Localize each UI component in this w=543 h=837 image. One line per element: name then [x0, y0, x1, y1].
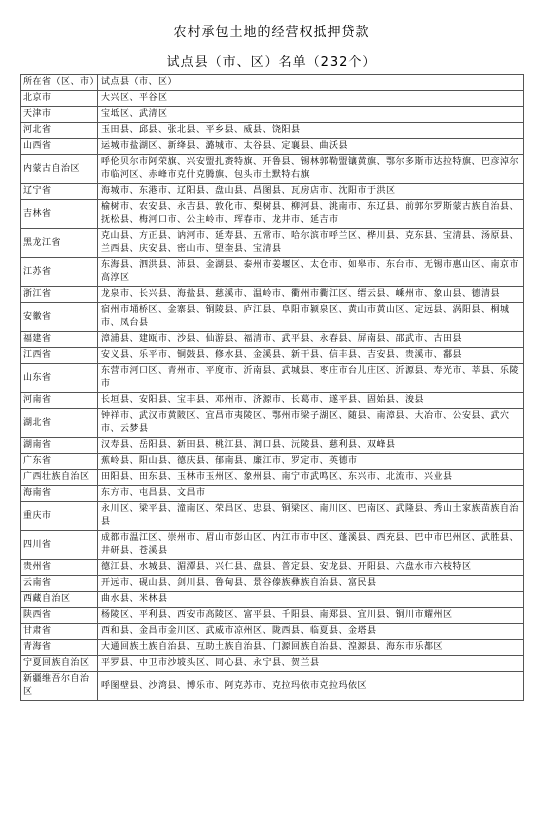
cities-cell: 呼伦贝尔市阿荣旗、兴安盟扎赉特旗、开鲁县、锡林郭勒盟镶黄旗、鄂尔多斯市达拉特旗、巴彦淖尔市临河区、赤峰市克什克腾旗、包头市土默特右旗	[98, 155, 524, 184]
province-cell: 天津市	[21, 107, 98, 123]
table-row	[21, 576, 524, 592]
table-row	[21, 486, 524, 502]
province-cell: 海南省	[21, 486, 98, 502]
cities-cell: 榆树市、农安县、永吉县、敦化市、梨树县、柳河县、洮南市、东辽县、前郭尔罗斯蒙古族自治县、抚松县、梅河口市、公主岭市、珲春市、龙井市、延吉市	[98, 200, 524, 229]
table-row	[21, 258, 524, 287]
cities-cell: 龙泉市、长兴县、海盐县、慈溪市、温岭市、衢州市衢江区、缙云县、嵊州市、象山县、德清县	[98, 287, 524, 303]
cities-cell: 东营市河口区、青州市、平度市、沂南县、武城县、枣庄市台儿庄区、沂源县、寿光市、莘县、乐陵市	[98, 364, 524, 393]
table-row	[21, 107, 524, 123]
province-cell: 黑龙江省	[21, 229, 98, 258]
table-row	[21, 332, 524, 348]
header-province: 所在省（区、市）	[21, 75, 98, 91]
table-row	[21, 229, 524, 258]
cities-cell: 安义县、乐平市、铜鼓县、修水县、金溪县、新干县、信丰县、吉安县、贵溪市、鄱县	[98, 348, 524, 364]
table-row	[21, 155, 524, 184]
province-cell: 北京市	[21, 91, 98, 107]
province-cell: 江西省	[21, 348, 98, 364]
province-cell: 吉林省	[21, 200, 98, 229]
cities-cell: 平罗县、中卫市沙坡头区、同心县、永宁县、贺兰县	[98, 656, 524, 672]
cities-cell: 运城市盐湖区、新绛县、潞城市、太谷县、定襄县、曲沃县	[98, 139, 524, 155]
cities-cell: 田阳县、田东县、玉林市玉州区、象州县、南宁市武鸣区、东兴市、北流市、兴业县	[98, 470, 524, 486]
province-cell: 湖北省	[21, 409, 98, 438]
cities-cell: 东海县、泗洪县、沛县、金湖县、泰州市姜堰区、太仓市、如皋市、东台市、无锡市惠山区、南京市高淳区	[98, 258, 524, 287]
cities-cell: 克山县、方正县、讷河市、延寿县、五常市、哈尔滨市呼兰区、桦川县、克东县、宝清县、汤原县、兰西县、庆安县、密山市、望奎县、宝清县	[98, 229, 524, 258]
province-cell: 云南省	[21, 576, 98, 592]
document-subtitle: 试点县（市、区）名单（232个）	[166, 55, 377, 70]
cities-cell: 宝坻区、武清区	[98, 107, 524, 123]
province-cell: 青海省	[21, 640, 98, 656]
province-cell: 广西壮族自治区	[21, 470, 98, 486]
province-cell: 福建省	[21, 332, 98, 348]
province-cell: 宁夏回族自治区	[21, 656, 98, 672]
cities-cell: 开远市、砚山县、剑川县、鲁甸县、景谷傣族彝族自治县、富民县	[98, 576, 524, 592]
cities-cell: 大通回族土族自治县、互助土族自治县、门源回族自治县、湟源县、海东市乐都区	[98, 640, 524, 656]
province-cell: 湖南省	[21, 438, 98, 454]
province-cell: 贵州省	[21, 560, 98, 576]
table-row	[21, 364, 524, 393]
province-cell: 甘肃省	[21, 624, 98, 640]
table-row	[21, 531, 524, 560]
province-cell: 重庆市	[21, 502, 98, 531]
table-row	[21, 608, 524, 624]
table-row	[21, 139, 524, 155]
table-header-row	[21, 75, 524, 91]
province-cell: 山西省	[21, 139, 98, 155]
province-cell: 河北省	[21, 123, 98, 139]
cities-cell: 漳浦县、建瓯市、沙县、仙游县、福清市、武平县、永春县、屏南县、邵武市、古田县	[98, 332, 524, 348]
cities-cell: 海城市、东港市、辽阳县、盘山县、昌图县、瓦房店市、沈阳市于洪区	[98, 184, 524, 200]
cities-cell: 蕉岭县、阳山县、德庆县、郁南县、廉江市、罗定市、英德市	[98, 454, 524, 470]
table-row	[21, 409, 524, 438]
header-cities: 试点县（市、区）	[98, 75, 524, 91]
province-cell: 陕西省	[21, 608, 98, 624]
table-row	[21, 184, 524, 200]
province-cell: 新疆维吾尔自治区	[21, 672, 98, 701]
table-row	[21, 200, 524, 229]
table-row	[21, 287, 524, 303]
table-row	[21, 470, 524, 486]
table-row	[21, 560, 524, 576]
province-cell: 山东省	[21, 364, 98, 393]
province-cell: 浙江省	[21, 287, 98, 303]
province-cell: 四川省	[21, 531, 98, 560]
cities-cell: 成都市温江区、崇州市、眉山市彭山区、内江市市中区、蓬溪县、西充县、巴中市巴州区、武胜县、井研县、苍溪县	[98, 531, 524, 560]
province-cell: 辽宁省	[21, 184, 98, 200]
cities-cell: 大兴区、平谷区	[98, 91, 524, 107]
table-row	[21, 640, 524, 656]
table-row	[21, 672, 524, 701]
cities-cell: 东方市、屯昌县、文昌市	[98, 486, 524, 502]
cities-cell: 西和县、金昌市金川区、武威市凉州区、陇西县、临夏县、金塔县	[98, 624, 524, 640]
province-cell: 安徽省	[21, 303, 98, 332]
cities-cell: 玉田县、邱县、张北县、平乡县、威县、饶阳县	[98, 123, 524, 139]
table-row	[21, 592, 524, 608]
cities-cell: 长垣县、安阳县、宝丰县、邓州市、济源市、长葛市、遂平县、固始县、浚县	[98, 393, 524, 409]
table-row	[21, 303, 524, 332]
cities-cell: 杨陵区、平利县、西安市高陵区、富平县、千阳县、南郑县、宜川县、铜川市耀州区	[98, 608, 524, 624]
province-cell: 广东省	[21, 454, 98, 470]
table-row	[21, 438, 524, 454]
table-row	[21, 123, 524, 139]
province-cell: 内蒙古自治区	[21, 155, 98, 184]
cities-cell: 宿州市埇桥区、金寨县、铜陵县、庐江县、阜阳市颍泉区、黄山市黄山区、定远县、涡阳县、桐城市、凤台县	[98, 303, 524, 332]
province-cell: 江苏省	[21, 258, 98, 287]
cities-cell: 永川区、梁平县、潼南区、荣昌区、忠县、铜梁区、南川区、巴南区、武隆县、秀山土家族苗族自治县	[98, 502, 524, 531]
pilot-county-table	[20, 74, 524, 701]
table-row	[21, 656, 524, 672]
cities-cell: 呼图壁县、沙湾县、博乐市、阿克苏市、克拉玛依市克拉玛依区	[98, 672, 524, 701]
cities-cell: 汉寿县、岳阳县、新田县、桃江县、洞口县、沅陵县、慈利县、双峰县	[98, 438, 524, 454]
table-row	[21, 502, 524, 531]
table-row	[21, 91, 524, 107]
cities-cell: 钟祥市、武汉市黄陂区、宜昌市夷陵区、鄂州市梁子湖区、随县、南漳县、大冶市、公安县、武穴市、云梦县	[98, 409, 524, 438]
province-cell: 河南省	[21, 393, 98, 409]
table-row	[21, 393, 524, 409]
table-row	[21, 348, 524, 364]
table-row	[21, 454, 524, 470]
document-title: 农村承包土地的经营权抵押贷款	[173, 25, 370, 40]
table-row	[21, 624, 524, 640]
province-cell: 西藏自治区	[21, 592, 98, 608]
cities-cell: 德江县、水城县、湄潭县、兴仁县、盘县、普定县、安龙县、开阳县、六盘水市六枝特区	[98, 560, 524, 576]
cities-cell: 曲水县、米林县	[98, 592, 524, 608]
